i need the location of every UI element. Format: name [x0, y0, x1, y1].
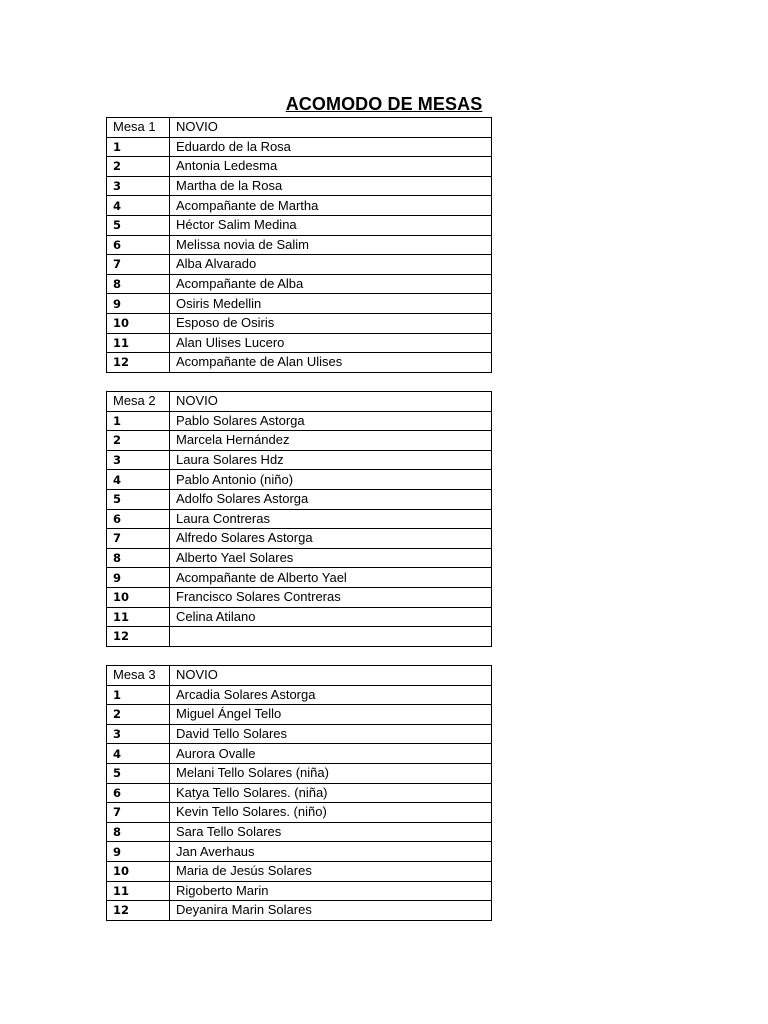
seat-number: 5 — [107, 763, 170, 783]
seat-number: 2 — [107, 705, 170, 725]
guest-name: Kevin Tello Solares. (niño) — [170, 803, 492, 823]
seat-number: 12 — [107, 627, 170, 647]
guest-name: Francisco Solares Contreras — [170, 587, 492, 607]
guest-name: Rigoberto Marin — [170, 881, 492, 901]
seat-number: 4 — [107, 744, 170, 764]
seat-number: 10 — [107, 861, 170, 881]
table-label: Mesa 3 — [107, 666, 170, 686]
guest-name: Maria de Jesús Solares — [170, 861, 492, 881]
guest-name: Alfredo Solares Astorga — [170, 529, 492, 549]
table-mesa-3 — [106, 665, 492, 921]
guest-name: Antonia Ledesma — [170, 157, 492, 177]
table-row — [107, 842, 492, 862]
guest-name: Deyanira Marin Solares — [170, 901, 492, 921]
table-row — [107, 607, 492, 627]
seat-number: 1 — [107, 685, 170, 705]
guest-name: Acompañante de Martha — [170, 196, 492, 216]
seat-number: 7 — [107, 529, 170, 549]
table-row — [107, 255, 492, 275]
seat-number: 8 — [107, 548, 170, 568]
guest-name: Osiris Medellin — [170, 294, 492, 314]
table-header: NOVIO — [170, 118, 492, 138]
table-row — [107, 744, 492, 764]
guest-name: Adolfo Solares Astorga — [170, 489, 492, 509]
table-row — [107, 294, 492, 314]
table-header-row — [107, 392, 492, 412]
table-header-row — [107, 666, 492, 686]
seat-number: 3 — [107, 724, 170, 744]
table-row — [107, 783, 492, 803]
table-row — [107, 333, 492, 353]
table-row — [107, 450, 492, 470]
table-row — [107, 861, 492, 881]
guest-name: Katya Tello Solares. (niña) — [170, 783, 492, 803]
table-row — [107, 157, 492, 177]
table-row — [107, 529, 492, 549]
seat-number: 9 — [107, 294, 170, 314]
guest-name: Laura Contreras — [170, 509, 492, 529]
guest-name: Melissa novia de Salim — [170, 235, 492, 255]
guest-name: Alberto Yael Solares — [170, 548, 492, 568]
table-mesa-1 — [106, 117, 492, 373]
table-mesa-2 — [106, 391, 492, 647]
guest-name: David Tello Solares — [170, 724, 492, 744]
seat-number: 6 — [107, 509, 170, 529]
table-row — [107, 627, 492, 647]
guest-name — [170, 627, 492, 647]
table-row — [107, 901, 492, 921]
table-row — [107, 803, 492, 823]
seat-number: 11 — [107, 333, 170, 353]
seat-number: 1 — [107, 137, 170, 157]
table-row — [107, 353, 492, 373]
table-row — [107, 568, 492, 588]
table-row — [107, 587, 492, 607]
seat-number: 12 — [107, 353, 170, 373]
table-row — [107, 470, 492, 490]
guest-name: Laura Solares Hdz — [170, 450, 492, 470]
guest-name: Sara Tello Solares — [170, 822, 492, 842]
seat-number: 2 — [107, 157, 170, 177]
table-row — [107, 235, 492, 255]
seat-number: 3 — [107, 450, 170, 470]
table-row — [107, 548, 492, 568]
table-row — [107, 411, 492, 431]
guest-name: Esposo de Osiris — [170, 313, 492, 333]
seat-number: 7 — [107, 803, 170, 823]
table-header: NOVIO — [170, 392, 492, 412]
seat-number: 4 — [107, 196, 170, 216]
table-row — [107, 137, 492, 157]
seat-number: 4 — [107, 470, 170, 490]
guest-name: Miguel Ángel Tello — [170, 705, 492, 725]
guest-name: Marcela Hernández — [170, 431, 492, 451]
guest-name: Celina Atilano — [170, 607, 492, 627]
seat-number: 2 — [107, 431, 170, 451]
table-row — [107, 196, 492, 216]
table-row — [107, 822, 492, 842]
table-row — [107, 215, 492, 235]
seat-number: 10 — [107, 313, 170, 333]
table-row — [107, 881, 492, 901]
seat-number: 5 — [107, 489, 170, 509]
guest-name: Pablo Solares Astorga — [170, 411, 492, 431]
table-row — [107, 176, 492, 196]
seat-number: 6 — [107, 235, 170, 255]
table-row — [107, 705, 492, 725]
seat-number: 9 — [107, 568, 170, 588]
guest-name: Héctor Salim Medina — [170, 215, 492, 235]
seat-number: 9 — [107, 842, 170, 862]
seat-number: 11 — [107, 881, 170, 901]
guest-name: Pablo Antonio (niño) — [170, 470, 492, 490]
page-title: ACOMODO DE MESAS — [285, 94, 483, 114]
seat-number: 3 — [107, 176, 170, 196]
guest-name: Alba Alvarado — [170, 255, 492, 275]
guest-name: Acompañante de Alan Ulises — [170, 353, 492, 373]
seat-number: 1 — [107, 411, 170, 431]
table-row — [107, 274, 492, 294]
table-label: Mesa 2 — [107, 392, 170, 412]
seat-number: 11 — [107, 607, 170, 627]
seat-number: 5 — [107, 215, 170, 235]
table-row — [107, 509, 492, 529]
guest-name: Eduardo de la Rosa — [170, 137, 492, 157]
table-label: Mesa 1 — [107, 118, 170, 138]
seat-number: 7 — [107, 255, 170, 275]
guest-name: Arcadia Solares Astorga — [170, 685, 492, 705]
seat-number: 6 — [107, 783, 170, 803]
table-row — [107, 724, 492, 744]
guest-name: Alan Ulises Lucero — [170, 333, 492, 353]
guest-name: Acompañante de Alba — [170, 274, 492, 294]
guest-name: Jan Averhaus — [170, 842, 492, 862]
guest-name: Melani Tello Solares (niña) — [170, 763, 492, 783]
guest-name: Aurora Ovalle — [170, 744, 492, 764]
guest-name: Martha de la Rosa — [170, 176, 492, 196]
seat-number: 12 — [107, 901, 170, 921]
seat-number: 8 — [107, 822, 170, 842]
table-header: NOVIO — [170, 666, 492, 686]
table-row — [107, 489, 492, 509]
table-row — [107, 313, 492, 333]
table-row — [107, 685, 492, 705]
guest-name: Acompañante de Alberto Yael — [170, 568, 492, 588]
table-row — [107, 763, 492, 783]
table-row — [107, 431, 492, 451]
seat-number: 10 — [107, 587, 170, 607]
table-header-row — [107, 118, 492, 138]
seat-number: 8 — [107, 274, 170, 294]
